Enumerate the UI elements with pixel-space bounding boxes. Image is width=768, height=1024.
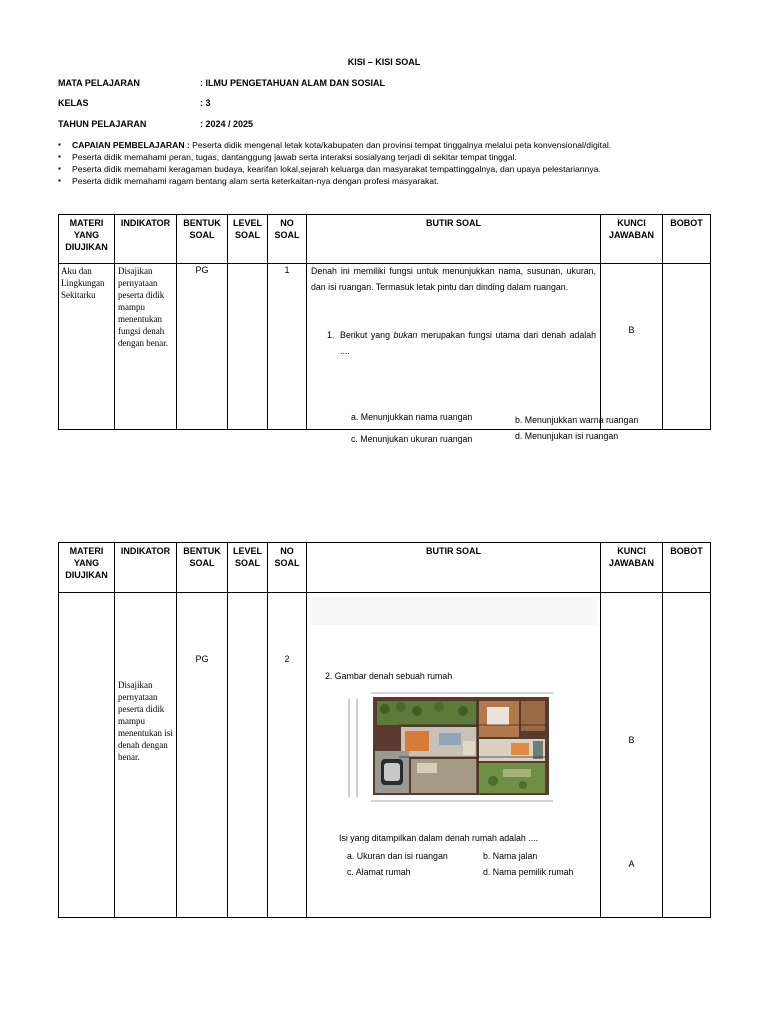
level-cell xyxy=(228,264,268,430)
header-indikator: INDIKATOR xyxy=(115,215,177,264)
capaian-item: ▪ Peserta didik memahami peran, tugas, dantanggung jawab serta interaksi sosialyang terjadi di sekitar tempat tinggal. xyxy=(58,151,738,163)
bobot-cell xyxy=(663,264,711,430)
header-no: NO SOAL xyxy=(268,543,307,593)
header-bobot: BOBOT xyxy=(663,215,711,264)
question-table-2 xyxy=(58,542,711,918)
capaian-item xyxy=(58,139,738,151)
option-b: b. Nama jalan xyxy=(483,851,538,861)
indikator-cell: Disajikan pernyataan peserta didik mampu menentukan isi denah dengan benar. xyxy=(118,680,173,762)
answer-key: A xyxy=(628,859,635,869)
header-bentuk: BENTUK SOAL xyxy=(177,215,228,264)
year-value: : 2024 / 2025 xyxy=(200,119,254,129)
option-a: a. Ukuran dan isi ruangan xyxy=(347,851,448,861)
capaian-label: CAPAIAN PEMBELAJARAN : xyxy=(72,140,190,150)
option-c: c. Menunjukan ukuran ruangan xyxy=(351,434,473,444)
header-indikator: INDIKATOR xyxy=(115,543,177,593)
no-cell: 1 xyxy=(284,265,290,275)
question-number: 1. xyxy=(327,330,335,340)
header-level: LEVEL SOAL xyxy=(228,215,268,264)
header-butir: BUTIR SOAL xyxy=(307,215,601,264)
header-level: LEVEL SOAL xyxy=(228,543,268,593)
header-materi: MATERI YANG DIUJIKAN xyxy=(59,543,115,593)
class-label: KELAS xyxy=(58,98,89,108)
subject-value: : ILMU PENGETAHUAN ALAM DAN SOSIAL xyxy=(200,78,385,88)
question-intro: 2. Gambar denah sebuah rumah xyxy=(325,671,453,681)
question-table-1 xyxy=(58,214,711,444)
house-floor-plan-image xyxy=(343,689,557,807)
option-a: a. Menunjukkan nama ruangan xyxy=(351,412,473,422)
subject-label: MATA PELAJARAN xyxy=(58,78,140,88)
question-emphasis: bukan xyxy=(393,330,418,340)
year-label: TAHUN PELAJARAN xyxy=(58,119,147,129)
header-butir: BUTIR SOAL xyxy=(307,543,601,593)
answer-key: B xyxy=(628,735,635,745)
question-2-text: Isi yang ditampilkan dalam denah rumah adalah .... xyxy=(339,833,539,843)
header-materi: MATERI YANG DIUJIKAN xyxy=(59,215,115,264)
bentuk-cell: PG xyxy=(195,265,209,275)
question-stimulus: Denah ini memiliki fungsi untuk menunjukkan nama, susunan, ukuran, dan isi ruangan. Termasuk letak pintu dan dinding dalam ruangan. xyxy=(311,266,596,292)
capaian-list xyxy=(58,139,738,187)
question-text: Berikut yang xyxy=(340,330,394,340)
level-cell xyxy=(228,593,268,918)
header-kunci: KUNCI JAWABAN xyxy=(601,543,663,593)
question-text: merupakan fungsi utama dari denah adalah .... xyxy=(340,330,596,356)
question-1 xyxy=(327,328,596,359)
answer-key: B xyxy=(628,325,635,335)
option-b: b. Menunjukkan warna ruangan xyxy=(515,415,639,425)
option-d: d. Nama pemilik rumah xyxy=(483,867,574,877)
option-c: c. Alamat rumah xyxy=(347,867,411,877)
capaian-item: ▪ Peserta didik memahami ragam bentang alam serta keterkaitan-nya dengan profesi masyarakat. xyxy=(58,175,738,187)
capaian-first-text: Peserta didik mengenal letak kota/kabupaten dan provinsi tempat tinggalnya melalui peta konvensional/digital. xyxy=(192,140,612,150)
header-no: NO SOAL xyxy=(268,215,307,264)
capaian-item: ▪ Peserta didik memahami keragaman budaya, kearifan lokal,sejarah keluarga dan masyarakat tempattinggalnya, dan upaya pelestariannya. xyxy=(58,163,738,175)
header-kunci: KUNCI JAWABAN xyxy=(601,215,663,264)
materi-cell xyxy=(59,593,115,918)
indikator-cell: Disajikan pernyataan peserta didik mampu menentukan fungsi denah dengan benar. xyxy=(118,266,168,348)
bentuk-cell: PG xyxy=(195,654,209,664)
no-cell: 2 xyxy=(284,654,290,664)
bobot-cell xyxy=(663,593,711,918)
header-bobot: BOBOT xyxy=(663,543,711,593)
option-d: d. Menunjukan isi ruangan xyxy=(515,431,619,441)
document-title: KISI – KISI SOAL xyxy=(347,57,421,67)
header-bentuk: BENTUK SOAL xyxy=(177,543,228,593)
class-value: : 3 xyxy=(200,98,211,108)
materi-cell: Aku dan Lingkungan Sekitarku xyxy=(61,266,105,300)
blank-image-area xyxy=(311,597,597,625)
